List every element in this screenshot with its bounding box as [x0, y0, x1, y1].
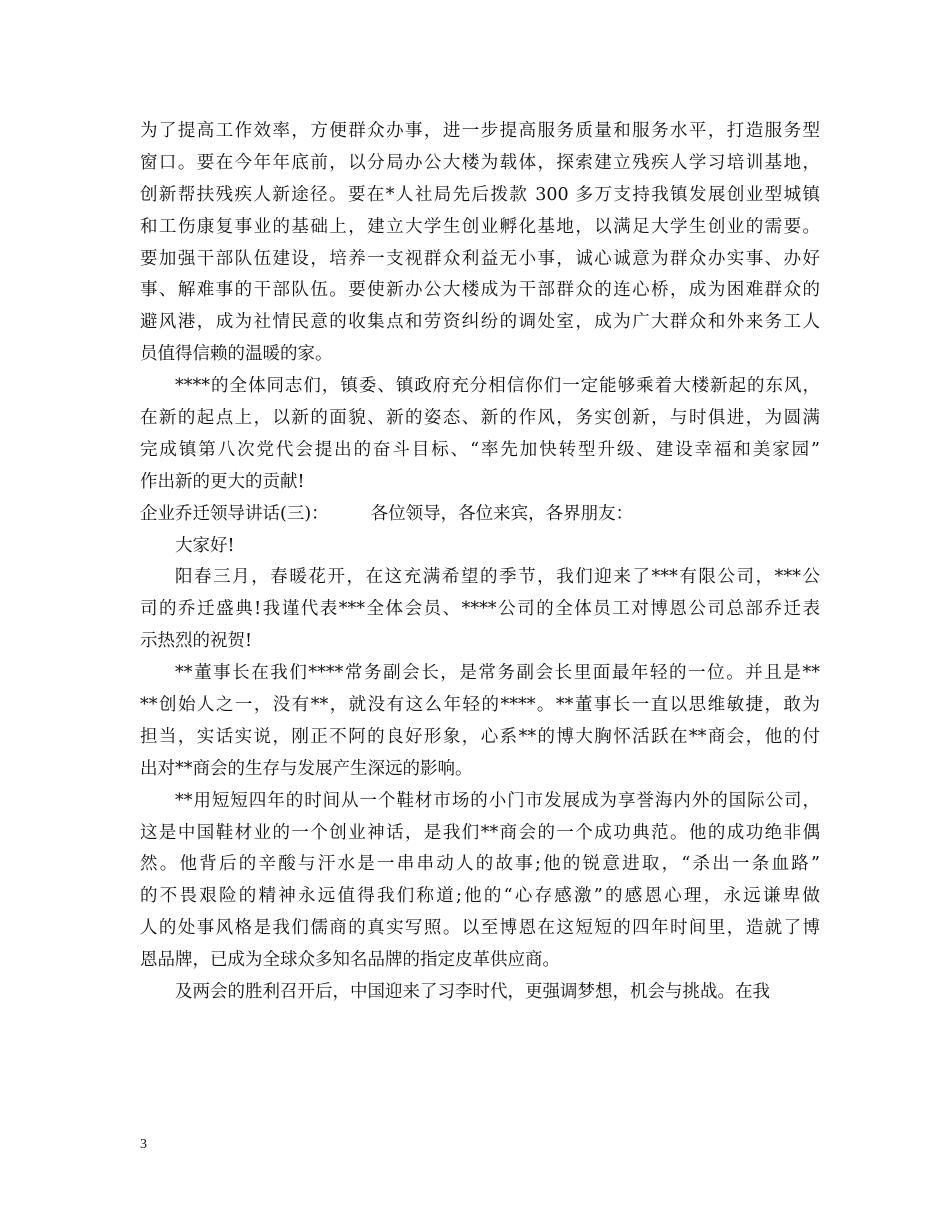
paragraph-line: 创新帮扶残疾人新途径。要在*人社局先后拨款 300 多万支持我镇发展创业型城镇 [140, 184, 820, 205]
paragraph-line: ****的全体同志们，镇委、镇政府充分相信你们一定能够乘着大楼新起的东风， [175, 376, 820, 397]
paragraph-p2 [140, 371, 820, 499]
paragraph-line: 作出新的更大的贡献! [140, 471, 305, 492]
greeting-text: 各位领导，各位来宾，各界朋友： [370, 503, 634, 524]
paragraph-p4 [140, 562, 820, 658]
paragraph-line: **用短短四年的时间从一个鞋材市场的小门市发展成为享誉海内外的国际公司， [175, 790, 820, 811]
paragraph-line: 出对**商会的生存与发展产生深远的影响。 [140, 758, 473, 779]
paragraph-line: 事、解难事的干部队伍。要使新办公大楼成为干部群众的连心桥，成为困难群众的 [140, 280, 820, 301]
paragraph-line: 司的乔迁盛典!我谨代表***全体会员、****公司的全体员工对博恩公司总部乔迁表 [140, 599, 820, 620]
paragraph-line: 阳春三月，春暖花开，在这充满希望的季节，我们迎来了***有限公司，***公 [175, 567, 820, 588]
paragraph-p6 [140, 786, 820, 977]
paragraph-line: 完成镇第八次党代会提出的奋斗目标、“率先加快转型升级、建设幸福和美家园” [140, 439, 820, 460]
paragraph-p7 [140, 977, 820, 1009]
section-heading-line [140, 499, 820, 531]
paragraph-p3 [140, 531, 820, 563]
paragraph-line: 人的处事风格是我们儒商的真实写照。以至博恩在这短短的四年时间里，造就了博 [140, 918, 820, 939]
paragraph-line: 及两会的胜利召开后，中国迎来了习李时代，更强调梦想，机会与挑战。在我 [175, 982, 770, 1003]
paragraph-line: 然。他背后的辛酸与汗水是一串串动人的故事;他的锐意进取，“杀出一条血路” [140, 854, 820, 875]
paragraph-p1 [140, 116, 820, 371]
page-number: 3 [140, 1137, 147, 1152]
paragraph-line: 员值得信赖的温暖的家。 [140, 344, 333, 365]
paragraph-line: 这是中国鞋材业的一个创业神话，是我们**商会的一个成功典范。他的成功绝非偶 [140, 822, 820, 843]
paragraph-line: **创始人之一，没有**，就没有这么年轻的****。**董事长一直以思维敏捷，敢为 [140, 695, 820, 716]
paragraph-line: 和工伤康复事业的基础上，建立大学生创业孵化基地，以满足大学生创业的需要。 [140, 216, 820, 237]
paragraph-line: 恩品牌，已成为全球众多知名品牌的指定皮革供应商。 [140, 950, 560, 971]
paragraph-line: 为了提高工作效率，方便群众办事，进一步提高服务质量和服务水平，打造服务型 [140, 121, 820, 141]
paragraph-line: 在新的起点上，以新的面貌、新的姿态、新的作风，务实创新，与时俱进，为圆满 [140, 408, 820, 429]
paragraph-p5 [140, 658, 820, 786]
paragraph-line: 示热烈的祝贺! [140, 631, 253, 652]
paragraph-line: 担当，实话实说，刚正不阿的良好形象，心系**的博大胸怀活跃在**商会，他的付 [140, 726, 820, 747]
paragraph-line: 避风港，成为社情民意的收集点和劳资纠纷的调处室，成为广大群众和外来务工人 [140, 312, 820, 333]
paragraph-line: **董事长在我们****常务副会长，是常务副会长里面最年轻的一位。并且是** [175, 663, 820, 684]
paragraph-line: 窗口。要在今年年底前，以分局办公大楼为载体，探索建立残疾人学习培训基地， [140, 152, 820, 173]
paragraph-line: 要加强干部队伍建设，培养一支视群众利益无小事，诚心诚意为群众办实事、办好 [140, 248, 820, 269]
section-title: 企业乔迁领导讲话(三)： [140, 503, 329, 524]
paragraph-line: 的不畏艰险的精神永远值得我们称道;他的“心存感激”的感恩心理，永远谦卑做 [140, 886, 820, 907]
paragraph-line: 大家好! [175, 535, 235, 556]
document-body [140, 116, 820, 1009]
